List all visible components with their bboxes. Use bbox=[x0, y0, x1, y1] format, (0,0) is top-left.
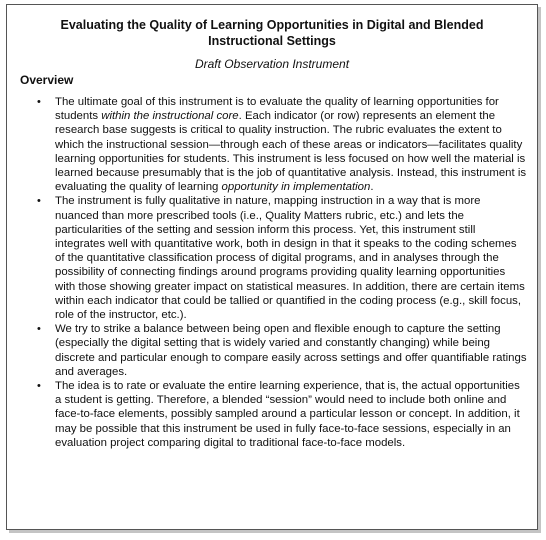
document-frame bbox=[6, 4, 538, 530]
bullet-text: The ultimate goal of this instrument is to evaluate the quality of learning opportunities for students bbox=[55, 96, 499, 123]
bullet-text: We try to strike a balance between being open and flexible enough to capture the setting (especially the digital setting that is widely varied and constantly changing) while being discrete and particular enough to compare easily across settings and offer quantifiable ratings and averages. bbox=[55, 323, 527, 378]
document-title: Evaluating the Quality of Learning Opportunities in Digital and Blended Instructional Settings bbox=[60, 18, 484, 48]
bullet-text: The instrument is fully qualitative in nature, mapping instruction in a way that is more nuanced than more prescribed tools (i.e., Quality Matters rubric, etc.) and lets the particularities of the setting and session inform this process. Yet, this instrument still integrates well with quantitative work, both in design in that it speaks to the coding schemes of the quantitative classification process of digital programs, and in analyses through the possibility of connecting findings around programs providing quality learning opportunities with those showing greater impact on statistical measures. In addition, there are certain items within each indicator that could be tallied or quantified in the coding process (e.g., skill focus, role of the instructor, etc.). bbox=[55, 195, 525, 322]
bullet-marker: • bbox=[37, 195, 41, 208]
bullet-text: . Each indicator (or row) represents an element the research base suggests is critical to quality instruction. The rubric evaluates the extent to which the instructional session—through each of these areas or indicators—facilitates quality learning opportunities for students. This instrument is less focused on how well the material is learned because presumably that is the job of quantitative analysis. Instead, this instrument is evaluating the quality of learning bbox=[55, 110, 527, 194]
bullet-item bbox=[33, 379, 527, 450]
overview-bullet-list bbox=[33, 95, 527, 450]
bullet-marker: • bbox=[37, 323, 41, 336]
bullet-item bbox=[33, 194, 527, 322]
bullet-text: . bbox=[370, 181, 374, 194]
bullet-item bbox=[33, 322, 527, 379]
bullet-emphasis: within the instructional core bbox=[101, 110, 239, 123]
bullet-marker: • bbox=[37, 96, 41, 108]
section-heading-overview: Overview bbox=[20, 73, 74, 87]
bullet-emphasis: opportunity in implementation bbox=[221, 181, 371, 194]
bullet-item bbox=[33, 95, 527, 194]
bullet-text: The idea is to rate or evaluate the entire learning experience, that is, the actual opportunities a student is getting. Therefore, a blended “session” would need to include both online and face-to-face elements, possibly sampled around a particular lesson or concept. In addition, it may be possible that this instrument be used in fully face-to-face sessions, especially in an evaluation project comparing digital to traditional face-to-face models. bbox=[55, 380, 520, 449]
bullet-marker: • bbox=[37, 380, 41, 393]
document-subtitle: Draft Observation Instrument bbox=[194, 57, 350, 71]
